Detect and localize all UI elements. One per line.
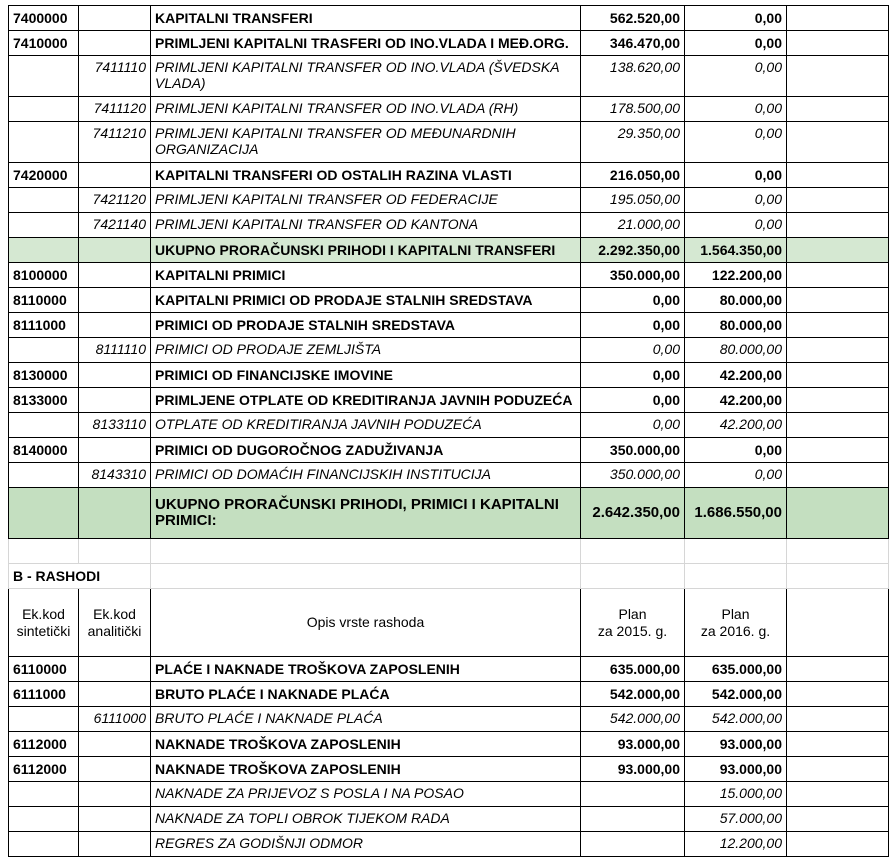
row-plan-2015: 0,00 (581, 388, 685, 413)
row-description: OTPLATE OD KREDITIRANJA JAVNIH PODUZEĆA (151, 413, 581, 438)
row-plan-2016: 42.200,00 (685, 388, 787, 413)
row-code (9, 338, 79, 363)
row-code (9, 238, 79, 263)
row-extra (787, 413, 889, 438)
row-extra (787, 6, 889, 31)
row-subcode (79, 263, 151, 288)
table-row (9, 288, 889, 313)
row-code (9, 707, 79, 732)
header-extra (787, 589, 889, 657)
row-description: BRUTO PLAĆE I NAKNADE PLAĆA (151, 707, 581, 732)
row-plan-2016: 0,00 (685, 6, 787, 31)
row-plan-2016: 80.000,00 (685, 288, 787, 313)
row-description: UKUPNO PRORAČUNSKI PRIHODI I KAPITALNI TRANSFERI (151, 238, 581, 263)
row-plan-2015: 0,00 (581, 288, 685, 313)
empty-row (9, 539, 889, 564)
row-extra (787, 313, 889, 338)
row-plan-2015: 0,00 (581, 363, 685, 388)
row-subcode: 7411120 (79, 97, 151, 122)
row-code (9, 413, 79, 438)
row-description: PRIMICI OD DUGOROČNOG ZADUŽIVANJA (151, 438, 581, 463)
row-extra (787, 363, 889, 388)
table-row (9, 807, 889, 832)
section-b-title: B - RASHODI (9, 564, 151, 589)
row-plan-2015: 2.292.350,00 (581, 238, 685, 263)
row-plan-2016: 0,00 (685, 163, 787, 188)
row-extra (787, 757, 889, 782)
row-plan-2016: 0,00 (685, 188, 787, 213)
row-extra (787, 807, 889, 832)
row-plan-2016: 80.000,00 (685, 313, 787, 338)
row-plan-2016: 0,00 (685, 31, 787, 56)
table-row (9, 488, 889, 539)
row-plan-2015: 542.000,00 (581, 682, 685, 707)
row-description: NAKNADE TROŠKOVA ZAPOSLENIH (151, 757, 581, 782)
row-description: UKUPNO PRORAČUNSKI PRIHODI, PRIMICI I KAPITALNI PRIMICI: (151, 488, 581, 539)
row-extra (787, 438, 889, 463)
row-extra (787, 782, 889, 807)
row-subcode (79, 31, 151, 56)
row-description: PRIMICI OD DOMAĆIH FINANCIJSKIH INSTITUCIJA (151, 463, 581, 488)
row-subcode (79, 782, 151, 807)
row-plan-2015: 93.000,00 (581, 732, 685, 757)
row-plan-2015 (581, 782, 685, 807)
row-plan-2016: 0,00 (685, 463, 787, 488)
row-plan-2016: 1.686.550,00 (685, 488, 787, 539)
row-code (9, 188, 79, 213)
row-code: 8100000 (9, 263, 79, 288)
row-code: 6112000 (9, 757, 79, 782)
table-row (9, 238, 889, 263)
row-description: NAKNADE ZA PRIJEVOZ S POSLA I NA POSAO (151, 782, 581, 807)
row-extra (787, 832, 889, 857)
table-row (9, 413, 889, 438)
table-row (9, 732, 889, 757)
row-code: 7400000 (9, 6, 79, 31)
table-row (9, 757, 889, 782)
row-code (9, 56, 79, 97)
row-description: PRIMLJENI KAPITALNI TRANSFER OD FEDERACIJE (151, 188, 581, 213)
table-row (9, 388, 889, 413)
row-plan-2016: 42.200,00 (685, 363, 787, 388)
row-code (9, 807, 79, 832)
table-row (9, 682, 889, 707)
row-plan-2015 (581, 832, 685, 857)
table-row (9, 438, 889, 463)
row-description: NAKNADE TROŠKOVA ZAPOSLENIH (151, 732, 581, 757)
row-description: PRIMLJENI KAPITALNI TRANSFER OD MEĐUNARDNIH ORGANIZACIJA (151, 122, 581, 163)
row-extra (787, 657, 889, 682)
row-extra (787, 163, 889, 188)
budget-sheet (8, 5, 889, 857)
table-row (9, 6, 889, 31)
row-subcode: 8143310 (79, 463, 151, 488)
row-plan-2016: 80.000,00 (685, 338, 787, 363)
row-description: KAPITALNI TRANSFERI (151, 6, 581, 31)
row-plan-2016: 0,00 (685, 438, 787, 463)
row-plan-2015: 216.050,00 (581, 163, 685, 188)
header-plan-2015: Plan za 2015. g. (581, 589, 685, 657)
row-plan-2016: 0,00 (685, 213, 787, 238)
row-subcode: 8133110 (79, 413, 151, 438)
row-description: PRIMLJENI KAPITALNI TRANSFER OD INO.VLADA (RH) (151, 97, 581, 122)
row-description: BRUTO PLAĆE I NAKNADE PLAĆA (151, 682, 581, 707)
row-extra (787, 213, 889, 238)
row-extra (787, 97, 889, 122)
row-subcode (79, 163, 151, 188)
row-code (9, 832, 79, 857)
row-extra (787, 188, 889, 213)
row-subcode (79, 732, 151, 757)
row-subcode (79, 488, 151, 539)
table-row (9, 122, 889, 163)
row-subcode (79, 757, 151, 782)
row-code: 8130000 (9, 363, 79, 388)
table-row (9, 657, 889, 682)
row-description: PRIMLJENI KAPITALNI TRANSFER OD INO.VLADA (ŠVEDSKA VLADA) (151, 56, 581, 97)
row-plan-2015: 542.000,00 (581, 707, 685, 732)
row-plan-2015: 0,00 (581, 313, 685, 338)
budget-table (8, 5, 889, 857)
row-code (9, 213, 79, 238)
row-subcode: 7411210 (79, 122, 151, 163)
row-plan-2016: 93.000,00 (685, 732, 787, 757)
table-row (9, 31, 889, 56)
row-plan-2016: 93.000,00 (685, 757, 787, 782)
row-code: 8110000 (9, 288, 79, 313)
row-description: PRIMLJENE OTPLATE OD KREDITIRANJA JAVNIH PODUZEĆA (151, 388, 581, 413)
row-plan-2015: 635.000,00 (581, 657, 685, 682)
row-extra (787, 288, 889, 313)
row-plan-2015: 350.000,00 (581, 463, 685, 488)
row-code: 8111000 (9, 313, 79, 338)
row-subcode (79, 388, 151, 413)
column-header-row (9, 589, 889, 657)
row-plan-2016: 42.200,00 (685, 413, 787, 438)
row-code: 8140000 (9, 438, 79, 463)
row-subcode: 8111110 (79, 338, 151, 363)
header-plan-2016: Plan za 2016. g. (685, 589, 787, 657)
row-extra (787, 31, 889, 56)
table-row (9, 56, 889, 97)
header-analytic-code: Ek.kod analitički (79, 589, 151, 657)
row-plan-2015: 138.620,00 (581, 56, 685, 97)
row-plan-2016: 542.000,00 (685, 707, 787, 732)
header-description: Opis vrste rashoda (151, 589, 581, 657)
row-subcode (79, 807, 151, 832)
row-plan-2015: 93.000,00 (581, 757, 685, 782)
row-plan-2015: 0,00 (581, 338, 685, 363)
row-extra (787, 463, 889, 488)
row-subcode (79, 6, 151, 31)
row-plan-2016: 0,00 (685, 56, 787, 97)
row-subcode: 7421120 (79, 188, 151, 213)
row-plan-2015: 562.520,00 (581, 6, 685, 31)
row-code: 8133000 (9, 388, 79, 413)
row-subcode (79, 438, 151, 463)
spacer-section (9, 539, 889, 657)
row-plan-2015: 2.642.350,00 (581, 488, 685, 539)
row-subcode (79, 657, 151, 682)
row-plan-2015: 0,00 (581, 413, 685, 438)
table-row (9, 97, 889, 122)
section-title-row (9, 564, 889, 589)
row-plan-2016: 15.000,00 (685, 782, 787, 807)
row-extra (787, 682, 889, 707)
row-plan-2016: 122.200,00 (685, 263, 787, 288)
row-code: 6110000 (9, 657, 79, 682)
row-code: 7410000 (9, 31, 79, 56)
row-description: PRIMLJENI KAPITALNI TRASFERI OD INO.VLADA I MEĐ.ORG. (151, 31, 581, 56)
expense-section (9, 657, 889, 857)
row-description: KAPITALNI PRIMICI (151, 263, 581, 288)
row-plan-2016: 0,00 (685, 97, 787, 122)
row-subcode (79, 363, 151, 388)
row-subcode (79, 313, 151, 338)
row-extra (787, 338, 889, 363)
row-description: PRIMLJENI KAPITALNI TRANSFER OD KANTONA (151, 213, 581, 238)
row-plan-2016: 57.000,00 (685, 807, 787, 832)
row-extra (787, 56, 889, 97)
row-description: NAKNADE ZA TOPLI OBROK TIJEKOM RADA (151, 807, 581, 832)
row-plan-2015: 346.470,00 (581, 31, 685, 56)
row-description: KAPITALNI TRANSFERI OD OSTALIH RAZINA VLASTI (151, 163, 581, 188)
table-row (9, 363, 889, 388)
row-subcode: 7421140 (79, 213, 151, 238)
row-description: KAPITALNI PRIMICI OD PRODAJE STALNIH SREDSTAVA (151, 288, 581, 313)
row-plan-2015 (581, 807, 685, 832)
row-extra (787, 488, 889, 539)
row-plan-2015: 350.000,00 (581, 438, 685, 463)
row-extra (787, 238, 889, 263)
row-plan-2015: 21.000,00 (581, 213, 685, 238)
row-plan-2015: 29.350,00 (581, 122, 685, 163)
row-plan-2016: 1.564.350,00 (685, 238, 787, 263)
row-plan-2015: 350.000,00 (581, 263, 685, 288)
row-description: PRIMICI OD FINANCIJSKE IMOVINE (151, 363, 581, 388)
row-subcode (79, 238, 151, 263)
row-extra (787, 388, 889, 413)
table-row (9, 263, 889, 288)
row-plan-2016: 635.000,00 (685, 657, 787, 682)
table-row (9, 338, 889, 363)
row-description: PRIMICI OD PRODAJE ZEMLJIŠTA (151, 338, 581, 363)
row-code (9, 122, 79, 163)
row-code (9, 488, 79, 539)
row-code (9, 782, 79, 807)
row-code: 7420000 (9, 163, 79, 188)
table-row (9, 463, 889, 488)
row-subcode (79, 682, 151, 707)
row-plan-2016: 12.200,00 (685, 832, 787, 857)
row-extra (787, 263, 889, 288)
table-row (9, 782, 889, 807)
row-description: REGRES ZA GODIŠNJI ODMOR (151, 832, 581, 857)
row-subcode (79, 832, 151, 857)
row-description: PRIMICI OD PRODAJE STALNIH SREDSTAVA (151, 313, 581, 338)
row-subcode: 6111000 (79, 707, 151, 732)
row-subcode (79, 288, 151, 313)
row-code (9, 97, 79, 122)
row-subcode: 7411110 (79, 56, 151, 97)
row-code: 6111000 (9, 682, 79, 707)
row-plan-2015: 178.500,00 (581, 97, 685, 122)
row-extra (787, 122, 889, 163)
income-section (9, 6, 889, 539)
table-row (9, 213, 889, 238)
row-code: 6112000 (9, 732, 79, 757)
table-row (9, 163, 889, 188)
header-sintetic-code: Ek.kod sintetički (9, 589, 79, 657)
table-row (9, 313, 889, 338)
row-description: PLAĆE I NAKNADE TROŠKOVA ZAPOSLENIH (151, 657, 581, 682)
row-plan-2016: 542.000,00 (685, 682, 787, 707)
row-plan-2016: 0,00 (685, 122, 787, 163)
row-extra (787, 707, 889, 732)
table-row (9, 707, 889, 732)
row-extra (787, 732, 889, 757)
row-code (9, 463, 79, 488)
row-plan-2015: 195.050,00 (581, 188, 685, 213)
table-row (9, 832, 889, 857)
table-row (9, 188, 889, 213)
